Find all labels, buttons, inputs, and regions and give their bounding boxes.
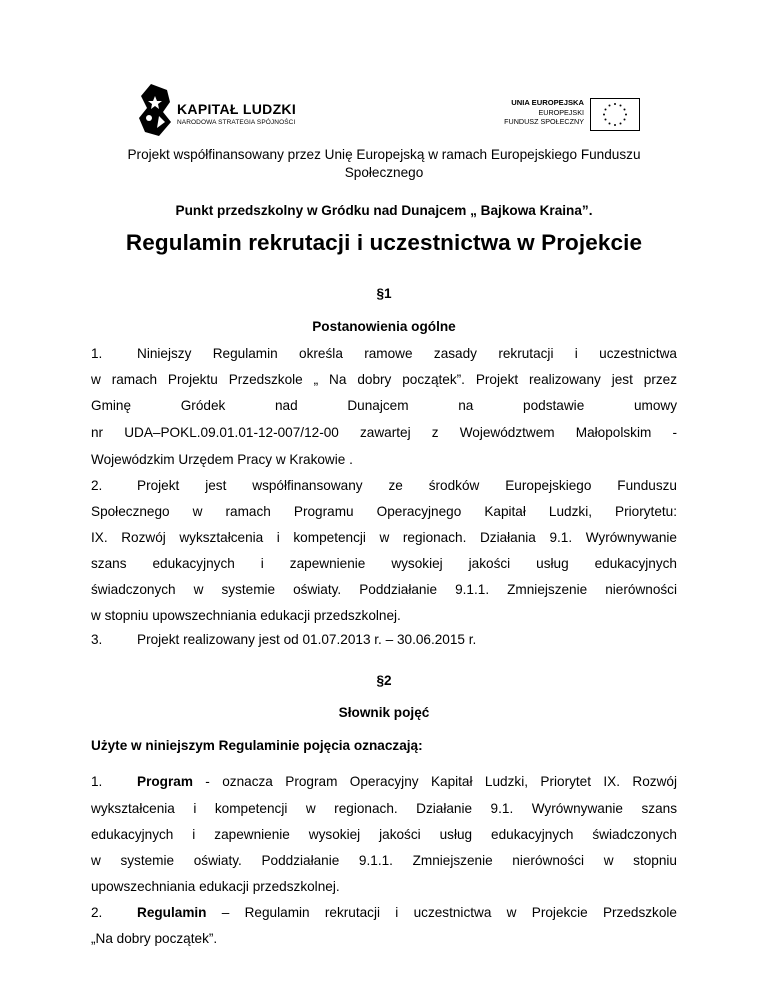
eu-flag-icon [590,98,640,131]
s2-p2-line-2: „Na dobry początek”. [91,931,218,946]
document-title: Regulamin rekrutacji i uczestnictwa w Projekcie [125,230,643,255]
section-1-title: Postanowienia ogólne [312,319,456,334]
eu-line1: UNIA EUROPEJSKA [511,98,584,107]
s1-p1-number: 1. [91,346,103,361]
s1-p2-line-5: świadczonych w systemie oświaty. Poddziałanie 9.1.1. Zmniejszenie nierówności [91,582,677,597]
kapital-ludzki-logo [137,82,317,138]
s1-p1-line-4: nr UDA–POKL.09.01.01-12-007/12-00 zawartej z Województwem Małopolskim - [91,425,677,440]
s1-p2-line-4: szans edukacyjnych i zapewnienie wysokiej jakości usług edukacyjnych [91,556,677,571]
s2-p1-number: 1. [91,774,103,789]
s1-p3-number: 3. [91,632,103,647]
s2-p2-line-1: 2. Regulamin – Regulamin rekrutacji i uczestnictwa w Projekcie Przedszkole [91,903,677,923]
s2-p1-line-4: w systemie oświaty. Poddziałanie 9.1.1. Zmniejszenie nierówności w stopniu [91,853,677,868]
s1-p3-line-1: 3. Projekt realizowany jest od 01.07.2013 r. – 30.06.2015 r. [91,630,677,650]
eu-logo [490,98,640,132]
eu-text [504,98,584,127]
eu-line2: EUROPEJSKI [538,107,584,117]
s2-p1-line-1: 1. Program - oznacza Program Operacyjny Kapitał Ludzki, Priorytet IX. Rozwój [91,772,677,792]
section-1-heading: §1 [376,286,392,301]
kapital-ludzki-title: KAPITAŁ LUDZKI [177,101,297,117]
s1-p2-number: 2. [91,478,103,493]
s1-p1-line-1: 1. Niniejszy Regulamin określa ramowe zasady rekrutacji i uczestnictwa [91,344,677,364]
s2-p1-line-5: upowszechniania edukacji przedszkolnej. [91,879,340,894]
s2-p1-term: Program [137,774,193,789]
funding-line-1: Projekt współfinansowany przez Unię Europejską w ramach Europejskiego Funduszu [127,147,641,162]
funding-statement [80,146,688,182]
document-subtitle: Punkt przedszkolny w Gródku nad Dunajcem „ Bajkowa Kraina”. [175,203,593,218]
s2-p2-term: Regulamin [137,905,207,920]
s1-p1-line-2: w ramach Projektu Przedszkole „ Na dobry początek”. Projekt realizowany jest przez [91,372,677,387]
kapital-ludzki-emblem-icon [137,82,173,138]
s1-p1-line-5: Wojewódzkim Urzędem Pracy w Krakowie . [91,452,353,467]
funding-line-2: Społecznego [344,165,424,180]
eu-line3: FUNDUSZ SPOŁECZNY [504,117,584,126]
section-2-title: Słownik pojęć [338,705,430,720]
s2-intro: Użyte w niniejszym Regulaminie pojęcia oznaczają: [91,738,423,753]
s2-p2-number: 2. [91,905,103,920]
s2-p1-line-3: edukacyjnych i zapewnienie wysokiej jakości usług edukacyjnych świadczonych [91,827,677,842]
kapital-ludzki-subtitle: NARODOWA STRATEGIA SPÓJNOŚCI [177,119,296,126]
s2-p1-line-2: wykształcenia i kompetencji w regionach. Działanie 9.1. Wyrównywanie szans [91,801,677,816]
s1-p1-line-3: Gminę Gródek nad Dunajcem na podstawie umowy [91,398,677,413]
s1-p2-line-6: w stopniu upowszechniania edukacji przedszkolnej. [91,608,401,623]
s1-p2-line-3: IX. Rozwój wykształcenia i kompetencji w regionach. Działania 9.1. Wyrównywanie [91,530,677,545]
s1-p2-line-1: 2. Projekt jest współfinansowany ze środków Europejskiego Funduszu [91,476,677,496]
s1-p2-line-2: Społecznego w ramach Programu Operacyjnego Kapitał Ludzki, Priorytetu: [91,504,677,519]
section-2-heading: §2 [376,673,392,688]
